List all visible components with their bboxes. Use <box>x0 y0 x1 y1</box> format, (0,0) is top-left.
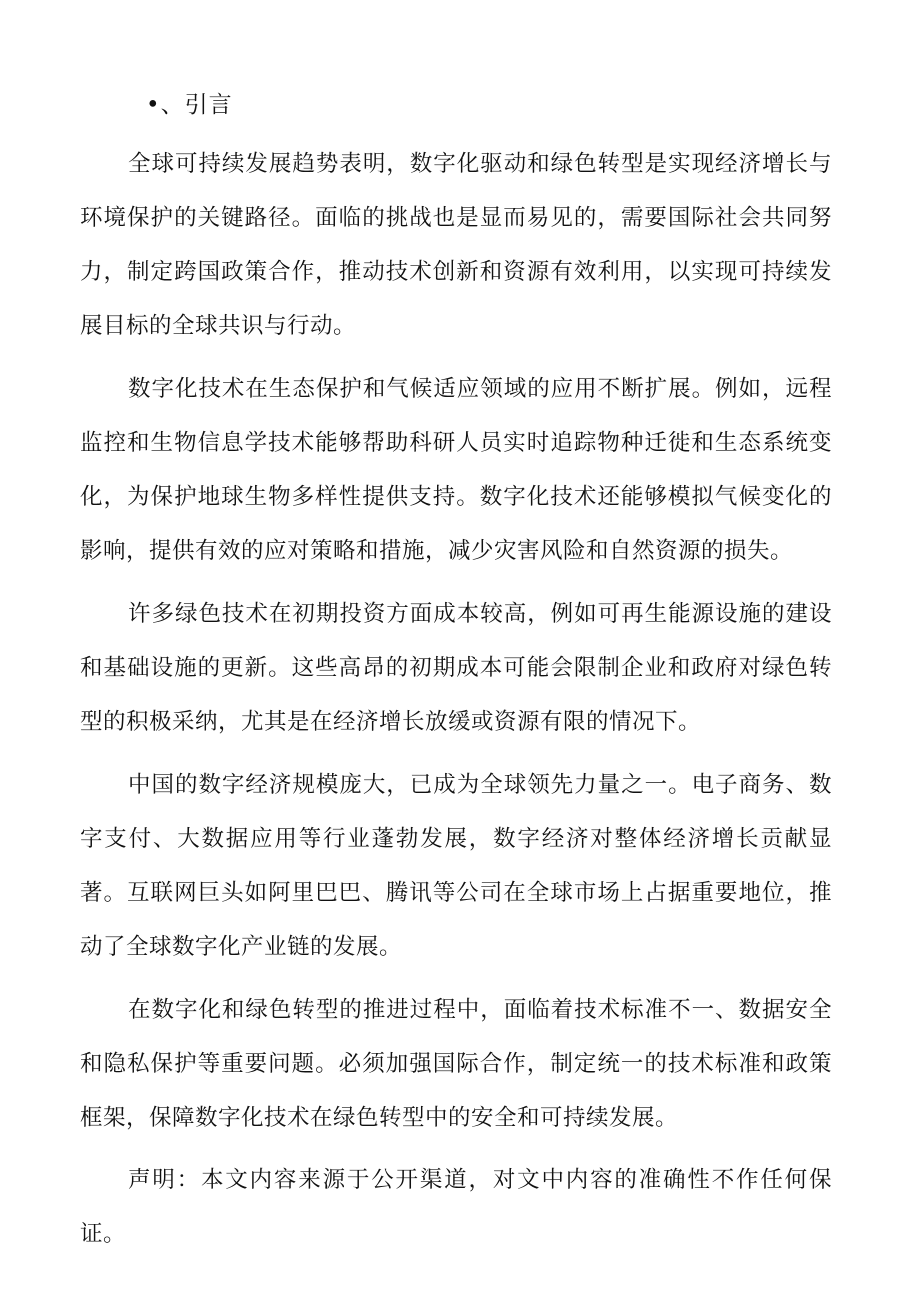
paragraph-green-cost: 许多绿色技术在初期投资方面成本较高，例如可再生能源设施的建设和基础设施的更新。这些高昂的初期成本可能会限制企业和政府对绿色转型的积极采纳，尤其是在经济增长放缓或资源有限的情况下。 <box>80 601 832 735</box>
paragraph-global-trends: 全球可持续发展趋势表明，数字化驱动和绿色转型是实现经济增长与环境保护的关键路径。面临的挑战也是显而易见的，需要国际社会共同努力，制定跨国政策合作，推动技术创新和资源有效利用，以实现可持续发展目标的全球共识与行动。 <box>80 151 832 339</box>
section-heading: •、引言 <box>146 92 233 118</box>
paragraph-disclaimer: 声明：本文内容来源于公开渠道，对文中内容的准确性不作任何保证。 <box>80 1167 832 1247</box>
paragraph-eco-protection: 数字化技术在生态保护和气候适应领域的应用不断扩展。例如，远程监控和生物信息学技术能够帮助科研人员实时追踪物种迁徙和生态系统变化，为保护地球生物多样性提供支持。数字化技术还能够模拟气候变化的影响，提供有效的应对策略和措施，减少灾害风险和自然资源的损失。 <box>80 376 832 564</box>
paragraph-standards-challenges: 在数字化和绿色转型的推进过程中，面临着技术标准不一、数据安全和隐私保护等重要问题。必须加强国际合作，制定统一的技术标准和政策框架，保障数字化技术在绿色转型中的安全和可持续发展。 <box>80 997 832 1131</box>
paragraph-china-digital-economy: 中国的数字经济规模庞大，已成为全球领先力量之一。电子商务、数字支付、大数据应用等行业蓬勃发展，数字经济对整体经济增长贡献显著。互联网巨头如阿里巴巴、腾讯等公司在全球市场上占据重要地位，推动了全球数字化产业链的发展。 <box>80 772 832 960</box>
